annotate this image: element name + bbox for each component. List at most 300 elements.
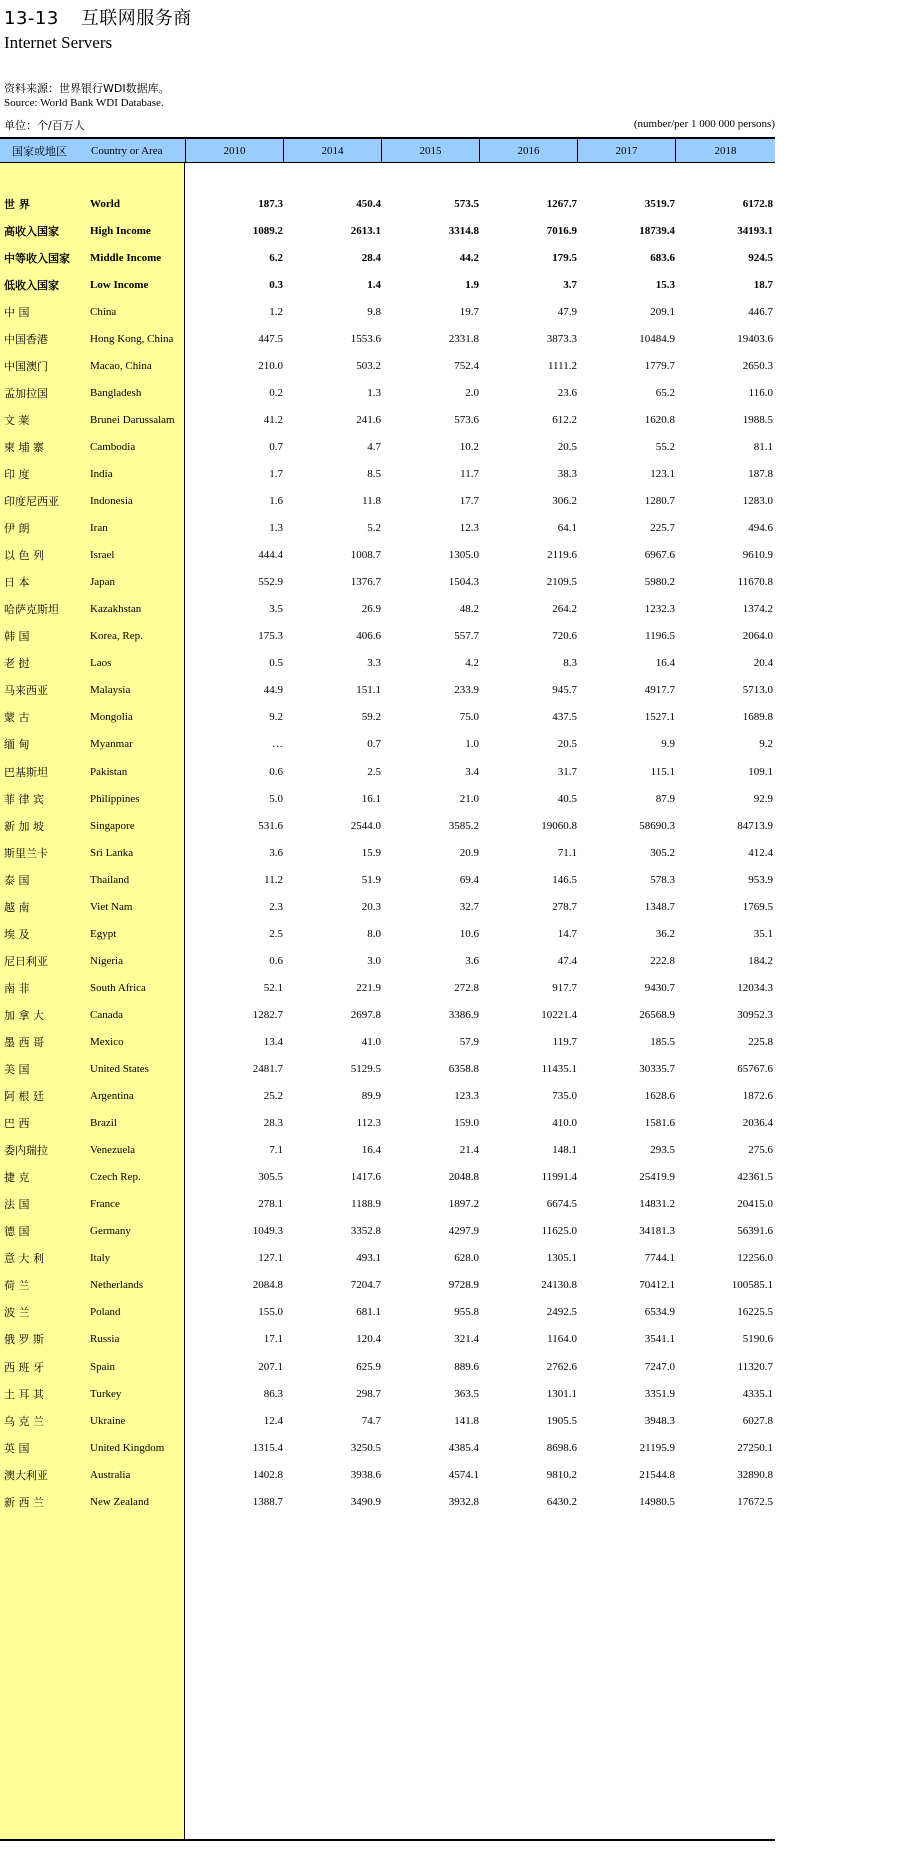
- country-name-en: High Income: [90, 224, 151, 237]
- value-cell: 127.1: [258, 1252, 283, 1265]
- value-cell: 9.8: [367, 305, 381, 318]
- value-cell: 21195.9: [639, 1441, 675, 1454]
- country-name-cn: 中国香港: [4, 332, 48, 346]
- value-cell: 7016.9: [546, 224, 577, 237]
- value-cell: 48.2: [459, 603, 479, 616]
- value-cell: 159.0: [454, 1117, 479, 1130]
- value-cell: 56391.6: [737, 1225, 773, 1238]
- value-cell: 3250.5: [350, 1441, 381, 1454]
- country-name-cn: 阿 根 廷: [4, 1090, 44, 1104]
- header-country-cn: 国家或地区: [12, 144, 67, 158]
- value-cell: 1628.6: [644, 1090, 675, 1103]
- country-name-cn: 尼日利亚: [4, 954, 48, 968]
- value-cell: 13.4: [263, 1035, 283, 1048]
- value-cell: 92.9: [753, 792, 773, 805]
- value-cell: 6674.5: [546, 1198, 577, 1211]
- value-cell: 410.0: [552, 1117, 577, 1130]
- value-cell: 21544.8: [639, 1468, 675, 1481]
- country-name-en: Macao, China: [90, 359, 152, 372]
- country-name-cn: 伊 朗: [4, 522, 30, 536]
- header-year: 2017: [578, 139, 676, 163]
- country-name-en: Spain: [90, 1360, 116, 1373]
- country-name-en: India: [90, 467, 113, 480]
- table-row: [0, 379, 775, 406]
- value-cell: 20415.0: [737, 1198, 773, 1211]
- value-cell: 28.3: [263, 1117, 283, 1130]
- value-cell: 2762.6: [546, 1360, 577, 1373]
- table-row: [0, 1488, 775, 1515]
- value-cell: 557.7: [454, 630, 479, 643]
- value-cell: 10.2: [459, 440, 479, 453]
- value-cell: 321.4: [454, 1333, 479, 1346]
- value-cell: 494.6: [748, 522, 773, 535]
- country-name-en: United Kingdom: [90, 1441, 165, 1454]
- value-cell: 175.3: [258, 630, 283, 643]
- value-cell: 57.9: [459, 1035, 479, 1048]
- value-cell: 42361.5: [737, 1171, 773, 1184]
- value-cell: 241.6: [356, 413, 381, 426]
- value-cell: 720.6: [552, 630, 577, 643]
- value-cell: 81.1: [753, 440, 773, 453]
- value-cell: 3948.3: [644, 1414, 675, 1427]
- country-name-cn: 斯里兰卡: [4, 846, 48, 860]
- value-cell: 305.5: [258, 1171, 283, 1184]
- country-name-cn: 墨 西 哥: [4, 1035, 44, 1049]
- country-name-en: Poland: [90, 1306, 121, 1319]
- country-name-cn: 中 国: [4, 305, 30, 319]
- value-cell: 1.9: [465, 278, 479, 291]
- table-row: [0, 1001, 775, 1028]
- table-row: [0, 839, 775, 866]
- value-cell: 3.5: [269, 603, 283, 616]
- value-cell: 119.7: [552, 1035, 577, 1048]
- country-name-cn: 法 国: [4, 1198, 30, 1212]
- value-cell: 1232.3: [644, 603, 675, 616]
- table-row: [0, 1137, 775, 1164]
- country-name-en: Cambodia: [90, 440, 136, 453]
- header-year: 2018: [676, 139, 775, 163]
- value-cell: 8698.6: [546, 1441, 577, 1454]
- value-cell: 151.1: [356, 684, 381, 697]
- value-cell: 1164.0: [547, 1333, 577, 1346]
- value-cell: 5713.0: [742, 684, 773, 697]
- table-row: [0, 433, 775, 460]
- country-name-en: Mongolia: [90, 711, 133, 724]
- value-cell: 9810.2: [546, 1468, 577, 1481]
- value-cell: 71.1: [557, 846, 577, 859]
- value-cell: 225.7: [650, 522, 675, 535]
- value-cell: 625.9: [356, 1360, 381, 1373]
- value-cell: 1305.1: [546, 1252, 577, 1265]
- value-cell: 64.1: [557, 522, 577, 535]
- table-row: [0, 1353, 775, 1380]
- value-cell: 16225.5: [737, 1306, 773, 1319]
- country-name-en: Nigeria: [90, 954, 123, 967]
- country-name-en: Low Income: [90, 278, 149, 291]
- value-cell: 1388.7: [252, 1495, 283, 1508]
- table-body: [0, 190, 775, 1515]
- value-cell: 17.7: [459, 495, 479, 508]
- table-row: [0, 244, 775, 271]
- value-cell: 2544.0: [350, 819, 381, 832]
- country-name-en: Brunei Darussalam: [90, 413, 175, 426]
- value-cell: 3351.9: [644, 1387, 675, 1400]
- value-cell: 2492.5: [546, 1306, 577, 1319]
- table-row: [0, 298, 775, 325]
- value-cell: 31.7: [557, 765, 577, 778]
- value-cell: 1689.8: [742, 711, 773, 724]
- country-name-cn: 泰 国: [4, 873, 30, 887]
- value-cell: 1.7: [269, 467, 283, 480]
- country-name-en: Malaysia: [90, 684, 131, 697]
- value-cell: 2048.8: [448, 1171, 479, 1184]
- value-cell: 52.1: [263, 981, 283, 994]
- header-country: [0, 139, 186, 163]
- country-name-en: Germany: [90, 1225, 131, 1238]
- value-cell: 2.0: [465, 386, 479, 399]
- value-cell: 2331.8: [448, 332, 479, 345]
- value-cell: 4335.1: [742, 1387, 773, 1400]
- table-header-row: [0, 139, 775, 163]
- value-cell: 1376.7: [350, 576, 381, 589]
- value-cell: 41.0: [361, 1035, 381, 1048]
- value-cell: 444.4: [258, 549, 283, 562]
- value-cell: 573.5: [454, 197, 479, 210]
- country-name-en: Korea, Rep.: [90, 630, 143, 643]
- value-cell: 924.5: [748, 251, 773, 264]
- country-name-cn: 巴 西: [4, 1117, 30, 1131]
- value-cell: 406.6: [356, 630, 381, 643]
- value-cell: 0.6: [269, 765, 283, 778]
- value-cell: 12.4: [263, 1414, 283, 1427]
- table-row: [0, 1083, 775, 1110]
- value-cell: 225.8: [748, 1035, 773, 1048]
- table-row: [0, 1299, 775, 1326]
- value-cell: 889.6: [454, 1360, 479, 1373]
- value-cell: 155.0: [258, 1306, 283, 1319]
- country-name-en: Turkey: [90, 1387, 122, 1400]
- value-cell: 7744.1: [644, 1252, 675, 1265]
- value-cell: 7247.0: [644, 1360, 675, 1373]
- value-cell: 184.2: [748, 954, 773, 967]
- value-cell: 3519.7: [644, 197, 675, 210]
- country-name-cn: 以 色 列: [4, 549, 44, 563]
- value-cell: 25.2: [263, 1090, 283, 1103]
- country-name-cn: 哈萨克斯坦: [4, 603, 59, 617]
- value-cell: 9.9: [661, 738, 675, 751]
- country-name-en: Sri Lanka: [90, 846, 134, 859]
- table-row: [0, 650, 775, 677]
- value-cell: 1769.5: [742, 900, 773, 913]
- value-cell: 1.3: [367, 386, 381, 399]
- country-name-cn: 波 兰: [4, 1306, 30, 1320]
- value-cell: 3938.6: [350, 1468, 381, 1481]
- country-name-cn: 印度尼西亚: [4, 495, 59, 509]
- value-cell: 120.4: [356, 1333, 381, 1346]
- value-cell: 3.6: [465, 954, 479, 967]
- country-name-cn: 澳大利亚: [4, 1468, 48, 1482]
- country-name-cn: 文 莱: [4, 413, 30, 427]
- value-cell: 3314.8: [448, 224, 479, 237]
- value-cell: 65767.6: [737, 1063, 773, 1076]
- value-cell: 179.5: [552, 251, 577, 264]
- value-cell: 1280.7: [644, 495, 675, 508]
- country-name-en: Mexico: [90, 1035, 124, 1048]
- value-cell: 1008.7: [350, 549, 381, 562]
- value-cell: 0.5: [269, 657, 283, 670]
- value-cell: 7204.7: [350, 1279, 381, 1292]
- value-cell: 47.9: [557, 305, 577, 318]
- table-row: [0, 623, 775, 650]
- value-cell: 146.5: [552, 873, 577, 886]
- country-name-cn: 西 班 牙: [4, 1360, 44, 1374]
- country-name-en: United States: [90, 1063, 149, 1076]
- country-name-cn: 捷 克: [4, 1171, 30, 1185]
- value-cell: 450.4: [356, 197, 381, 210]
- country-name-en: Argentina: [90, 1090, 134, 1103]
- value-cell: 1305.0: [448, 549, 479, 562]
- country-name-cn: 高收入国家: [4, 224, 59, 238]
- value-cell: 1111.2: [547, 359, 577, 372]
- value-cell: 70412.1: [639, 1279, 675, 1292]
- table-row: [0, 893, 775, 920]
- value-cell: 1049.3: [252, 1225, 283, 1238]
- country-name-cn: 巴基斯坦: [4, 765, 48, 779]
- value-cell: 4385.4: [448, 1441, 479, 1454]
- country-name-cn: 低收入国家: [4, 278, 59, 292]
- country-name-cn: 乌 克 兰: [4, 1414, 44, 1428]
- table-row: [0, 596, 775, 623]
- value-cell: 2.3: [269, 900, 283, 913]
- value-cell: 187.3: [258, 197, 283, 210]
- value-cell: 38.3: [557, 467, 577, 480]
- value-cell: 1620.8: [644, 413, 675, 426]
- country-name-en: South Africa: [90, 981, 146, 994]
- table-row: [0, 1218, 775, 1245]
- country-name-cn: 缅 甸: [4, 738, 30, 752]
- value-cell: 123.3: [454, 1090, 479, 1103]
- value-cell: 86.3: [263, 1387, 283, 1400]
- title-cn: 互联网服务商: [80, 8, 192, 29]
- value-cell: 5190.6: [742, 1333, 773, 1346]
- table-row: [0, 515, 775, 542]
- value-cell: 20.3: [361, 900, 381, 913]
- value-cell: 1.6: [269, 495, 283, 508]
- value-cell: 2109.5: [546, 576, 577, 589]
- value-cell: 209.1: [650, 305, 675, 318]
- value-cell: 552.9: [258, 576, 283, 589]
- value-cell: 15.9: [361, 846, 381, 859]
- value-cell: 1779.7: [644, 359, 675, 372]
- value-cell: 278.7: [552, 900, 577, 913]
- header-year: 2016: [480, 139, 578, 163]
- table-row: [0, 569, 775, 596]
- value-cell: 5980.2: [644, 576, 675, 589]
- value-cell: 1188.9: [351, 1198, 381, 1211]
- table-row: [0, 1461, 775, 1488]
- value-cell: 1402.8: [252, 1468, 283, 1481]
- value-cell: 6172.8: [742, 197, 773, 210]
- value-cell: 0.7: [269, 440, 283, 453]
- value-cell: 221.9: [356, 981, 381, 994]
- table-row: [0, 1326, 775, 1353]
- country-name-cn: 新 加 坡: [4, 819, 44, 833]
- country-name-en: Iran: [90, 522, 108, 535]
- table-row: [0, 542, 775, 569]
- value-cell: 2119.6: [547, 549, 577, 562]
- value-cell: 11991.4: [541, 1171, 577, 1184]
- value-cell: 1348.7: [644, 900, 675, 913]
- value-cell: 12.3: [459, 522, 479, 535]
- table-row: [0, 812, 775, 839]
- value-cell: 531.6: [258, 819, 283, 832]
- value-cell: 9610.9: [742, 549, 773, 562]
- value-cell: 9728.9: [448, 1279, 479, 1292]
- value-cell: 363.5: [454, 1387, 479, 1400]
- value-cell: 11.7: [460, 467, 479, 480]
- value-cell: 5129.5: [350, 1063, 381, 1076]
- value-cell: 752.4: [454, 359, 479, 372]
- value-cell: 14.7: [557, 927, 577, 940]
- country-name-en: Brazil: [90, 1117, 117, 1130]
- country-name-cn: 柬 埔 寨: [4, 440, 44, 454]
- country-name-cn: 世 界: [4, 197, 30, 211]
- country-name-cn: 韩 国: [4, 630, 30, 644]
- country-name-cn: 意 大 利: [4, 1252, 44, 1266]
- value-cell: 1504.3: [448, 576, 479, 589]
- country-name-en: Venezuela: [90, 1144, 136, 1157]
- value-cell: 6430.2: [546, 1495, 577, 1508]
- table-number: 13-13: [4, 8, 59, 29]
- value-cell: 19403.6: [737, 332, 773, 345]
- value-cell: 30335.7: [639, 1063, 675, 1076]
- value-cell: 1897.2: [448, 1198, 479, 1211]
- value-cell: 8.3: [563, 657, 577, 670]
- value-cell: 5.0: [269, 792, 283, 805]
- value-cell: 0.7: [367, 738, 381, 751]
- value-cell: 20.9: [459, 846, 479, 859]
- country-name-en: New Zealand: [90, 1495, 149, 1508]
- country-name-cn: 荷 兰: [4, 1279, 30, 1293]
- country-name-cn: 老 挝: [4, 657, 30, 671]
- value-cell: …: [272, 738, 283, 751]
- value-cell: 6027.8: [742, 1414, 773, 1427]
- value-cell: 3.0: [367, 954, 381, 967]
- value-cell: 34181.3: [639, 1225, 675, 1238]
- value-cell: 306.2: [552, 495, 577, 508]
- country-name-cn: 俄 罗 斯: [4, 1333, 44, 1347]
- value-cell: 16.4: [361, 1144, 381, 1157]
- value-cell: 58690.3: [639, 819, 675, 832]
- value-cell: 65.2: [655, 386, 675, 399]
- value-cell: 628.0: [454, 1252, 479, 1265]
- value-cell: 1374.2: [742, 603, 773, 616]
- value-cell: 89.9: [361, 1090, 381, 1103]
- value-cell: 187.8: [748, 467, 773, 480]
- value-cell: 112.3: [356, 1117, 381, 1130]
- country-name-en: Philippines: [90, 792, 140, 805]
- table-row: [0, 920, 775, 947]
- value-cell: 1282.7: [252, 1008, 283, 1021]
- country-name-en: Israel: [90, 549, 115, 562]
- value-cell: 2481.7: [252, 1063, 283, 1076]
- table-row: [0, 406, 775, 433]
- header-year: 2010: [186, 139, 284, 163]
- value-cell: 55.2: [655, 440, 675, 453]
- value-cell: 32.7: [459, 900, 479, 913]
- value-cell: 100585.1: [731, 1279, 773, 1292]
- value-cell: 19.7: [459, 305, 479, 318]
- country-name-cn: 马来西亚: [4, 684, 48, 698]
- value-cell: 412.4: [748, 846, 773, 859]
- country-name-en: Pakistan: [90, 765, 128, 778]
- header-country-en: Country or Area: [91, 144, 163, 157]
- table-row: [0, 1407, 775, 1434]
- table-row: [0, 704, 775, 731]
- table-row: [0, 1056, 775, 1083]
- value-cell: 681.1: [356, 1306, 381, 1319]
- country-name-cn: 新 西 兰: [4, 1495, 44, 1509]
- value-cell: 2613.1: [350, 224, 381, 237]
- value-cell: 1089.2: [252, 224, 283, 237]
- value-cell: 1.4: [367, 278, 381, 291]
- value-cell: 275.6: [748, 1144, 773, 1157]
- value-cell: 3585.2: [448, 819, 479, 832]
- country-name-en: Singapore: [90, 819, 135, 832]
- country-name-en: China: [90, 305, 117, 318]
- unit-cn: 单位：个/百万人: [4, 119, 85, 132]
- value-cell: 44.2: [459, 251, 479, 264]
- value-cell: 1.2: [269, 305, 283, 318]
- value-cell: 27250.1: [737, 1441, 773, 1454]
- value-cell: 503.2: [356, 359, 381, 372]
- value-cell: 437.5: [552, 711, 577, 724]
- value-cell: 148.1: [552, 1144, 577, 1157]
- country-name-en: Indonesia: [90, 495, 133, 508]
- table-row: [0, 325, 775, 352]
- source-en: Source: World Bank WDI Database.: [4, 97, 164, 109]
- value-cell: 1283.0: [742, 495, 773, 508]
- value-cell: 19060.8: [541, 819, 577, 832]
- value-cell: 11625.0: [541, 1225, 577, 1238]
- country-name-cn: 德 国: [4, 1225, 30, 1239]
- value-cell: 6967.6: [644, 549, 675, 562]
- country-name-cn: 土 耳 其: [4, 1387, 44, 1401]
- value-cell: 2.5: [367, 765, 381, 778]
- value-cell: 2064.0: [742, 630, 773, 643]
- value-cell: 69.4: [459, 873, 479, 886]
- value-cell: 116.0: [748, 386, 773, 399]
- value-cell: 26.9: [361, 603, 381, 616]
- table-row: [0, 217, 775, 244]
- value-cell: 12256.0: [737, 1252, 773, 1265]
- country-name-en: World: [90, 197, 120, 210]
- value-cell: 59.2: [361, 711, 381, 724]
- value-cell: 278.1: [258, 1198, 283, 1211]
- table-row: [0, 460, 775, 487]
- value-cell: 1417.6: [350, 1171, 381, 1184]
- value-cell: 185.5: [650, 1035, 675, 1048]
- table-row: [0, 1245, 775, 1272]
- country-name-cn: 中等收入国家: [4, 251, 70, 265]
- table-row: [0, 1028, 775, 1055]
- header-year: 2015: [382, 139, 480, 163]
- table-row: [0, 1110, 775, 1137]
- value-cell: 123.1: [650, 467, 675, 480]
- country-name-cn: 越 南: [4, 900, 30, 914]
- value-cell: 84713.9: [737, 819, 773, 832]
- value-cell: 9.2: [269, 711, 283, 724]
